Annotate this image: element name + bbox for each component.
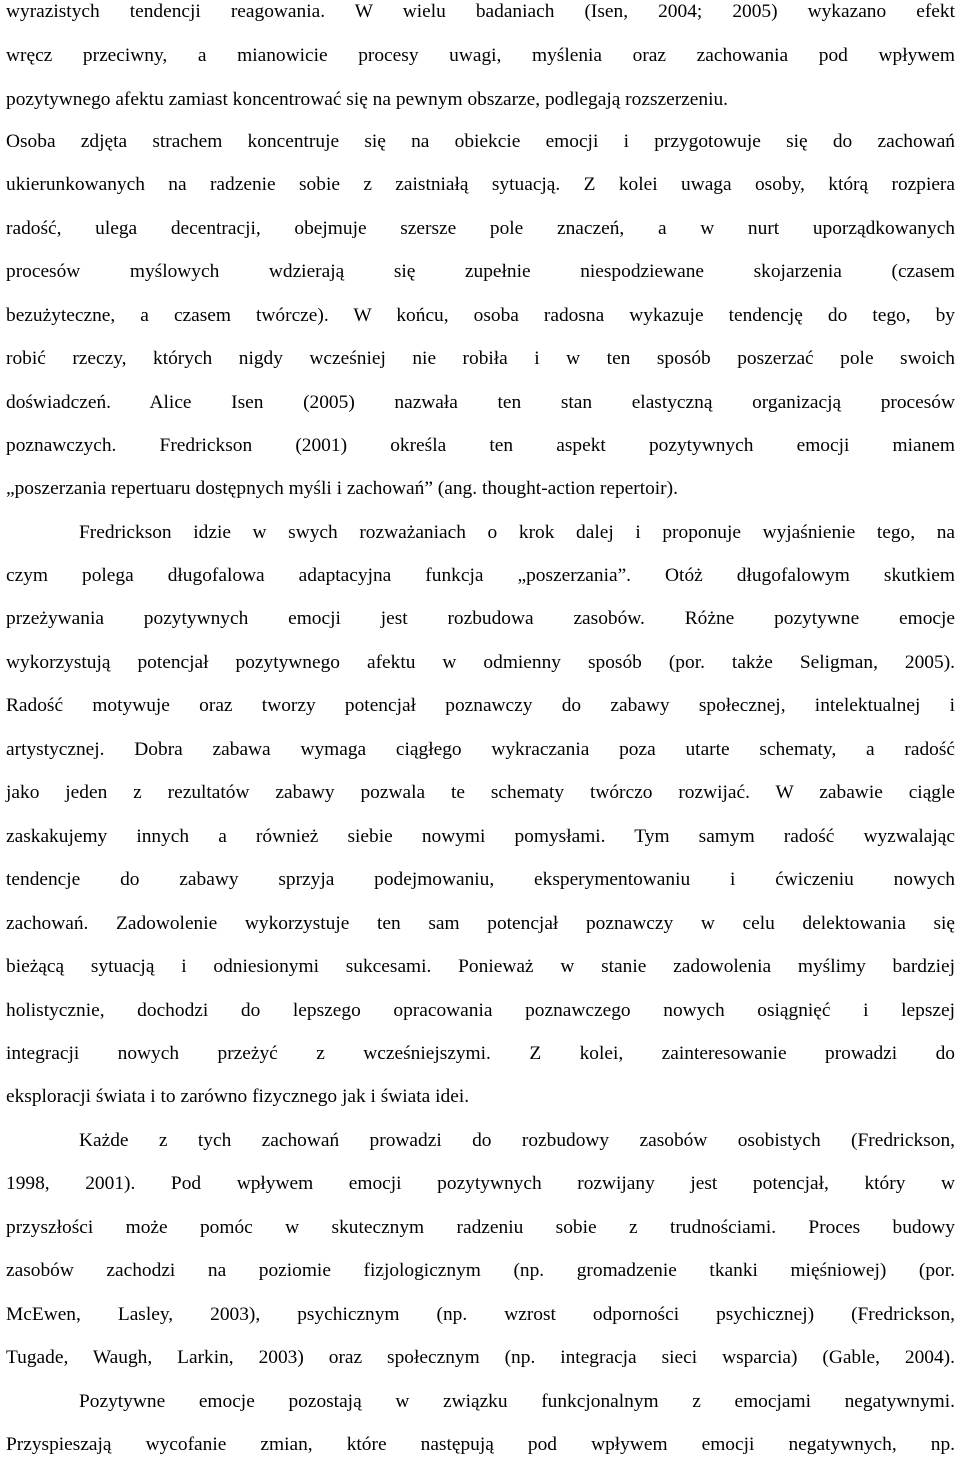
text-line: przeżywania pozytywnych emocji jest rozbudowa zasobów. Różne pozytywne emocje bbox=[6, 608, 955, 629]
text-line: ukierunkowanych na radzenie sobie z zaistniałą sytuacją. Z kolei uwaga osoby, którą rozpiera bbox=[6, 174, 955, 195]
text-line: pozytywnego afektu zamiast koncentrować się na pewnym obszarze, podlegają rozszerzeniu. bbox=[6, 89, 728, 110]
text-line: wręcz przeciwny, a mianowicie procesy uwagi, myślenia oraz zachowania pod wpływem bbox=[6, 45, 955, 66]
text-line: tendencje do zabawy sprzyja podejmowaniu, eksperymentowaniu i ćwiczeniu nowych bbox=[6, 869, 955, 890]
text-line: zachowań. Zadowolenie wykorzystuje ten sam potencjał poznawczy w celu delektowania się bbox=[6, 913, 955, 934]
text-line: wyrazistych tendencji reagowania. W wielu badaniach (Isen, 2004; 2005) wykazano efekt bbox=[6, 1, 955, 22]
text-line: czym polega długofalowa adaptacyjna funkcja „poszerzania”. Otóż długofalowym skutkiem bbox=[6, 565, 955, 586]
text-line: bieżącą sytuacją i odniesionymi sukcesami. Ponieważ w stanie zadowolenia myślimy bardziej bbox=[6, 956, 955, 977]
text-line: zaskakujemy innych a również siebie nowymi pomysłami. Tym samym radość wyzwalając bbox=[6, 826, 955, 847]
text-line: przyszłości może pomóc w skutecznym radzeniu sobie z trudnościami. Proces budowy bbox=[6, 1217, 955, 1238]
text-line: McEwen, Lasley, 2003), psychicznym (np. wzrost odporności psychicznej) (Fredrickson, bbox=[6, 1304, 955, 1325]
text-line: holistycznie, dochodzi do lepszego opracowania poznawczego nowych osiągnięć i lepszej bbox=[6, 1000, 955, 1021]
text-line: zasobów zachodzi na poziomie fizjologicznym (np. gromadzenie tkanki mięśniowej) (por. bbox=[6, 1260, 955, 1281]
text-line: poznawczych. Fredrickson (2001) określa ten aspekt pozytywnych emocji mianem bbox=[6, 435, 955, 456]
text-line: robić rzeczy, których nigdy wcześniej nie robiła i w ten sposób poszerzać pole swoich bbox=[6, 348, 955, 369]
paragraph-first-line: Każde z tych zachowań prowadzi do rozbudowy zasobów osobistych (Fredrickson, bbox=[79, 1130, 955, 1151]
text-line: integracji nowych przeżyć z wcześniejszymi. Z kolei, zainteresowanie prowadzi do bbox=[6, 1043, 955, 1064]
paragraph-first-line: Pozytywne emocje pozostają w związku funkcjonalnym z emocjami negatywnymi. bbox=[79, 1391, 955, 1412]
text-line: doświadczeń. Alice Isen (2005) nazwała ten stan elastyczną organizacją procesów bbox=[6, 392, 955, 413]
text-line: artystycznej. Dobra zabawa wymaga ciągłego wykraczania poza utarte schematy, a radość bbox=[6, 739, 955, 760]
text-line: jako jeden z rezultatów zabawy pozwala te schematy twórczo rozwijać. W zabawie ciągle bbox=[6, 782, 955, 803]
text-line: wykorzystują potencjał pozytywnego afektu w odmienny sposób (por. także Seligman, 2005). bbox=[6, 652, 955, 673]
paragraph-first-line: Fredrickson idzie w swych rozważaniach o krok dalej i proponuje wyjaśnienie tego, na bbox=[79, 522, 955, 543]
text-line: procesów myślowych wdzierają się zupełnie niespodziewane skojarzenia (czasem bbox=[6, 261, 955, 282]
text-line: Przyspieszają wycofanie zmian, które następują pod wpływem emocji negatywnych, np. bbox=[6, 1434, 955, 1455]
text-line: Radość motywuje oraz tworzy potencjał poznawczy do zabawy społecznej, intelektualnej i bbox=[6, 695, 955, 716]
text-line: 1998, 2001). Pod wpływem emocji pozytywnych rozwijany jest potencjał, który w bbox=[6, 1173, 955, 1194]
text-line: eksploracji świata i to zarówno fizycznego jak i świata idei. bbox=[6, 1086, 470, 1107]
text-line: bezużyteczne, a czasem twórcze). W końcu, osoba radosna wykazuje tendencję do tego, by bbox=[6, 305, 955, 326]
text-line: Tugade, Waugh, Larkin, 2003) oraz społecznym (np. integracja sieci wsparcia) (Gable, 2004). bbox=[6, 1347, 955, 1368]
text-line: Osoba zdjęta strachem koncentruje się na obiekcie emocji i przygotowuje się do zachowań bbox=[6, 131, 955, 152]
text-line: „poszerzania repertuaru dostępnych myśli i zachowań” (ang. thought-action repertoir). bbox=[6, 478, 678, 499]
text-line: radość, ulega decentracji, obejmuje szersze pole znaczeń, a w nurt uporządkowanych bbox=[6, 218, 955, 239]
